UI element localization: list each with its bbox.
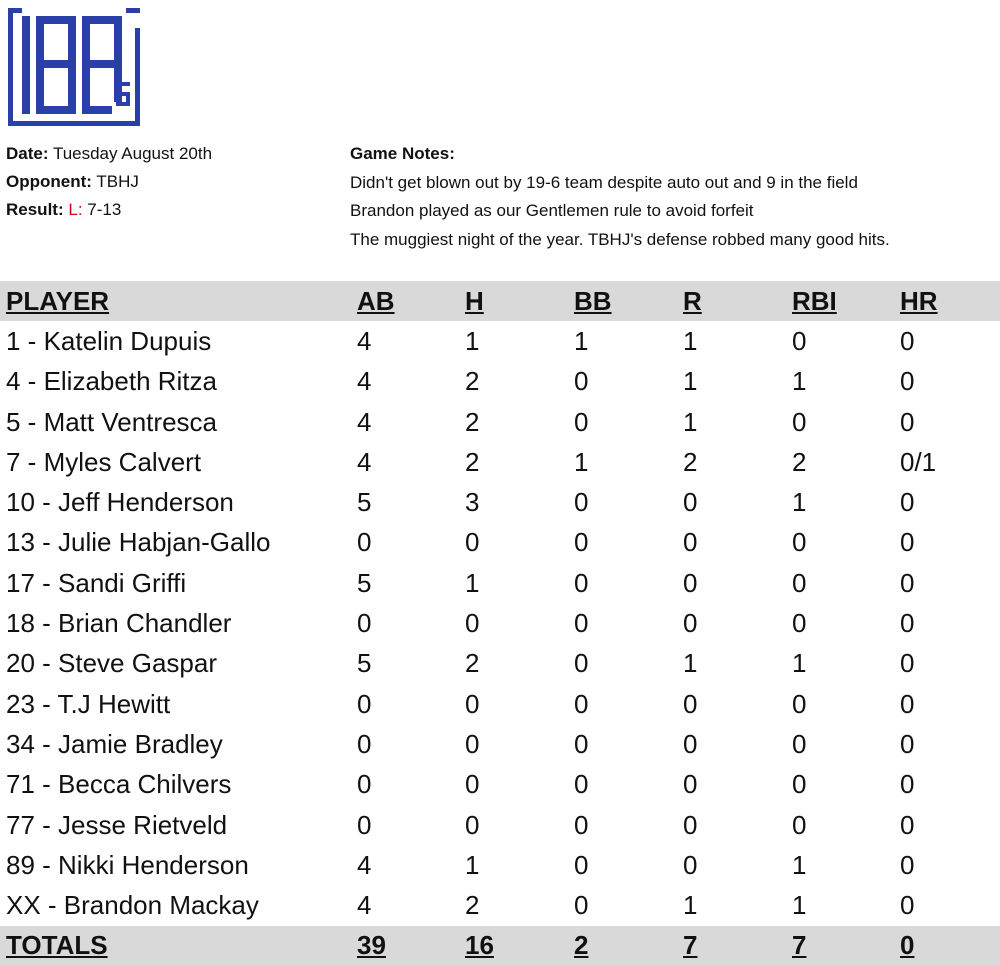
rbi-cell: 0: [792, 567, 807, 598]
ab-cell: 0: [357, 688, 372, 719]
table-row: [0, 805, 1000, 845]
h-cell: 2: [465, 366, 480, 397]
rbi-cell: 0: [792, 406, 807, 437]
hr-cell: 0: [900, 890, 915, 921]
game-note-line: Didn't get blown out by 19-6 team despite auto out and 9 in the field: [350, 172, 858, 192]
ab-cell: 0: [357, 527, 372, 558]
header-bb: BB: [574, 285, 612, 316]
table-row: [0, 845, 1000, 885]
rbi-cell: 0: [792, 728, 807, 759]
bb-cell: 0: [574, 849, 589, 880]
game-note-line: Brandon played as our Gentlemen rule to avoid forfeit: [350, 201, 754, 220]
bb-cell: 0: [574, 608, 589, 639]
bb-cell: 0: [574, 769, 589, 800]
rbi-cell: 0: [792, 688, 807, 719]
bb-cell: 0: [574, 809, 589, 840]
table-row: [0, 442, 1000, 482]
h-cell: 1: [465, 849, 480, 880]
ab-cell: 0: [357, 728, 372, 759]
hr-cell: 0: [900, 849, 915, 880]
totals-bb: 2: [574, 930, 589, 961]
hr-cell: 0: [900, 567, 915, 598]
ab-cell: 5: [357, 487, 372, 518]
ab-cell: 4: [357, 325, 372, 356]
game-info: [6, 140, 212, 224]
r-cell: 0: [683, 567, 698, 598]
r-cell: 1: [683, 325, 698, 356]
h-cell: 0: [465, 769, 480, 800]
h-cell: 2: [465, 648, 480, 679]
game-note-line: The muggiest night of the year. TBHJ's defense robbed many good hits.: [350, 229, 890, 249]
rbi-cell: 1: [792, 890, 807, 921]
r-cell: 0: [683, 688, 698, 719]
header-rbi: RBI: [792, 285, 837, 316]
player-cell: 5 - Matt Ventresca: [6, 406, 217, 437]
ab-cell: 4: [357, 366, 372, 397]
hr-cell: 0: [900, 487, 915, 518]
h-cell: 0: [465, 809, 480, 840]
table-row: [0, 321, 1000, 361]
table-row: [0, 603, 1000, 643]
h-cell: 0: [465, 688, 480, 719]
r-cell: 1: [683, 648, 698, 679]
hr-cell: 0: [900, 608, 915, 639]
totals-label: TOTALS: [6, 930, 108, 961]
hr-cell: 0: [900, 406, 915, 437]
table-row: [0, 482, 1000, 522]
table-row: [0, 765, 1000, 805]
rbi-cell: 0: [792, 527, 807, 558]
ab-cell: 0: [357, 769, 372, 800]
h-cell: 1: [465, 325, 480, 356]
result-score: 7-13: [87, 200, 122, 219]
totals-hr: 0: [900, 930, 915, 961]
rbi-cell: 1: [792, 849, 807, 880]
h-cell: 0: [465, 527, 480, 558]
result-label: Result:: [6, 200, 64, 219]
bb-cell: 1: [574, 446, 589, 477]
player-cell: 23 - T.J Hewitt: [6, 688, 171, 719]
header-r: R: [683, 285, 702, 316]
hr-cell: 0: [900, 769, 915, 800]
hr-cell: 0: [900, 366, 915, 397]
stats-table: [0, 281, 1000, 966]
date-line: [6, 140, 212, 168]
bb-cell: 0: [574, 890, 589, 921]
r-cell: 0: [683, 849, 698, 880]
ab-cell: 0: [357, 809, 372, 840]
r-cell: 0: [683, 527, 698, 558]
table-row: [0, 724, 1000, 764]
bb-cell: 0: [574, 487, 589, 518]
totals-ab: 39: [357, 930, 386, 961]
hr-cell: 0: [900, 325, 915, 356]
hr-cell: 0: [900, 688, 915, 719]
table-row: [0, 885, 1000, 925]
rbi-cell: 0: [792, 809, 807, 840]
h-cell: 2: [465, 406, 480, 437]
rbi-cell: 1: [792, 487, 807, 518]
h-cell: 1: [465, 567, 480, 598]
totals-h: 16: [465, 930, 494, 961]
player-cell: XX - Brandon Mackay: [6, 890, 259, 921]
r-cell: 0: [683, 769, 698, 800]
r-cell: 0: [683, 608, 698, 639]
player-cell: 20 - Steve Gaspar: [6, 648, 217, 679]
game-notes: [350, 140, 890, 254]
h-cell: 3: [465, 487, 480, 518]
ab-cell: 5: [357, 648, 372, 679]
table-row: [0, 523, 1000, 563]
rbi-cell: 0: [792, 769, 807, 800]
totals-r: 7: [683, 930, 698, 961]
r-cell: 1: [683, 366, 698, 397]
player-cell: 13 - Julie Habjan-Gallo: [6, 527, 271, 558]
header-h: H: [465, 285, 484, 316]
game-notes-title: Game Notes:: [350, 144, 455, 163]
ab-cell: 4: [357, 890, 372, 921]
result-letter: L:: [68, 200, 83, 219]
rbi-cell: 2: [792, 446, 807, 477]
hr-cell: 0: [900, 527, 915, 558]
rbi-cell: 1: [792, 648, 807, 679]
rbi-cell: 0: [792, 325, 807, 356]
h-cell: 0: [465, 728, 480, 759]
header-hr: HR: [900, 285, 938, 316]
player-cell: 89 - Nikki Henderson: [6, 849, 249, 880]
header-row: [0, 281, 1000, 321]
table-row: [0, 684, 1000, 724]
r-cell: 0: [683, 728, 698, 759]
bb-cell: 0: [574, 688, 589, 719]
r-cell: 0: [683, 487, 698, 518]
r-cell: 0: [683, 809, 698, 840]
player-cell: 34 - Jamie Bradley: [6, 728, 223, 759]
totals-row: [0, 926, 1000, 966]
h-cell: 0: [465, 608, 480, 639]
opponent-label: Opponent:: [6, 172, 92, 191]
table-row: [0, 644, 1000, 684]
player-cell: 10 - Jeff Henderson: [6, 487, 234, 518]
bb-cell: 0: [574, 527, 589, 558]
date-label: Date:: [6, 144, 49, 163]
opponent-line: [6, 168, 212, 196]
totals-rbi: 7: [792, 930, 807, 961]
player-cell: 4 - Elizabeth Ritza: [6, 366, 217, 397]
player-cell: 18 - Brian Chandler: [6, 608, 232, 639]
r-cell: 1: [683, 890, 698, 921]
ab-cell: 4: [357, 446, 372, 477]
table-row: [0, 402, 1000, 442]
header-ab: AB: [357, 285, 395, 316]
table-row: [0, 563, 1000, 603]
stats-body: [0, 321, 1000, 925]
bb-cell: 0: [574, 648, 589, 679]
player-cell: 71 - Becca Chilvers: [6, 769, 232, 800]
player-cell: 1 - Katelin Dupuis: [6, 325, 212, 356]
hr-cell: 0: [900, 809, 915, 840]
ab-cell: 4: [357, 849, 372, 880]
r-cell: 2: [683, 446, 698, 477]
hr-cell: 0: [900, 648, 915, 679]
opponent-value: TBHJ: [96, 172, 139, 191]
player-cell: 7 - Myles Calvert: [6, 446, 202, 477]
bb-cell: 1: [574, 325, 589, 356]
ab-cell: 4: [357, 406, 372, 437]
player-cell: 17 - Sandi Griffi: [6, 567, 187, 598]
rbi-cell: 1: [792, 366, 807, 397]
r-cell: 1: [683, 406, 698, 437]
h-cell: 2: [465, 890, 480, 921]
hr-cell: 0/1: [900, 446, 937, 477]
bb-cell: 0: [574, 567, 589, 598]
ab-cell: 0: [357, 608, 372, 639]
rbi-cell: 0: [792, 608, 807, 639]
result-line: [6, 196, 212, 224]
table-row: [0, 362, 1000, 402]
hr-cell: 0: [900, 728, 915, 759]
ab-cell: 5: [357, 567, 372, 598]
h-cell: 2: [465, 446, 480, 477]
bb-cell: 0: [574, 728, 589, 759]
team-logo: [8, 8, 140, 126]
date-value: Tuesday August 20th: [52, 144, 213, 163]
header-player: PLAYER: [6, 285, 110, 316]
player-cell: 77 - Jesse Rietveld: [6, 809, 228, 840]
bb-cell: 0: [574, 366, 589, 397]
bb-cell: 0: [574, 406, 589, 437]
